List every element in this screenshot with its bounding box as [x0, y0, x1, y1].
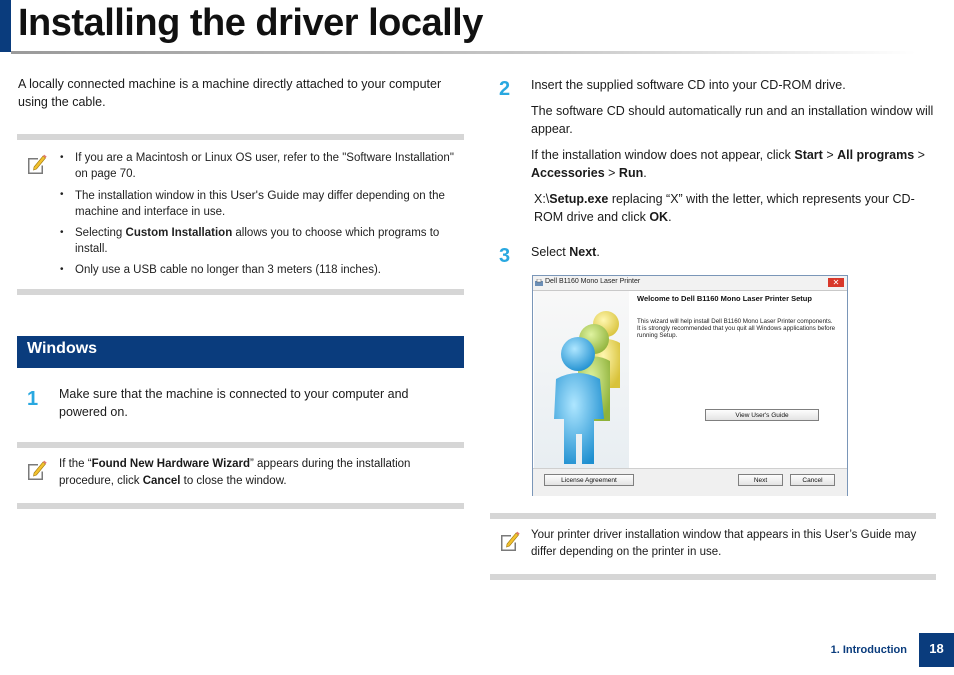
- footer-section-label: 1. Introduction: [830, 644, 907, 656]
- note-3-text: Your printer driver installation window that appears in this User’s Guide may differ depending on the printer in use.: [531, 529, 917, 558]
- note-1-list: [75, 150, 463, 283]
- section-title: Windows: [27, 340, 98, 357]
- note-1-item-window: • The installation window in this User's Guide may differ depending on the machine and interface in use.: [75, 187, 463, 220]
- note-box-3: [490, 513, 936, 580]
- people-figure-icon: [534, 291, 629, 468]
- next-button[interactable]: Next: [738, 474, 783, 486]
- license-agreement-button[interactable]: License Agreement: [544, 474, 634, 486]
- page-title: Installing the driver locally: [18, 2, 483, 44]
- note-box-2: [17, 442, 464, 509]
- installer-window-screenshot: [532, 275, 848, 496]
- intro-paragraph: A locally connected machine is a machine directly attached to your computer using the cable.: [18, 77, 442, 109]
- installer-titlebar: [533, 276, 847, 291]
- step-2-line-3: If the installation window does not appear, click Start > All programs > Accessories > Run.: [531, 148, 925, 180]
- step-2-line-2: The software CD should automatically run and an installation window will appear.: [531, 104, 934, 136]
- pencil-note-icon: [498, 529, 520, 553]
- note-box-1: [17, 134, 464, 295]
- installer-body: This wizard will help install Dell B1160 Mono Laser Printer components. It is strongly recommended that you quit all Windows applications before running Setup.: [637, 318, 836, 339]
- pencil-note-icon: [25, 152, 47, 176]
- note-1-item-usb: • Only use a USB cable no longer than 3 meters (118 inches).: [75, 262, 463, 278]
- close-icon[interactable]: ✕: [828, 278, 844, 287]
- step-3-text: Select Next.: [531, 245, 600, 259]
- step-1-number: 1: [27, 388, 39, 410]
- pencil-note-icon: [25, 458, 47, 482]
- note-1-item-custom: • Selecting Custom Installation allows you to choose which programs to install.: [75, 225, 463, 257]
- step-2-number: 2: [499, 78, 511, 100]
- step-3-number: 3: [499, 245, 511, 267]
- step-1-text: Make sure that the machine is connected to your computer and powered on.: [59, 387, 409, 419]
- page-number: 18: [919, 633, 954, 667]
- cancel-button[interactable]: Cancel: [790, 474, 835, 486]
- note-2-text: If the “Found New Hardware Wizard” appears during the installation procedure, click Cancel to close the window.: [59, 458, 411, 487]
- section-header-windows: [17, 336, 464, 368]
- installer-heading: Welcome to Dell B1160 Mono Laser Printer Setup: [637, 294, 812, 303]
- users-guide-ref: User's Guide: [230, 188, 300, 202]
- step-2-line-1: Insert the supplied software CD into your CD-ROM drive.: [531, 78, 846, 92]
- view-users-guide-button[interactable]: View User's Guide: [705, 409, 819, 421]
- installer-window-title: Dell B1160 Mono Laser Printer: [545, 278, 641, 285]
- printer-app-icon: [535, 279, 543, 287]
- step-2-line-4: X:\Setup.exe replacing “X” with the letter, which represents your CD-ROM drive and click OK.: [534, 192, 915, 224]
- title-rule: [11, 51, 916, 54]
- note-1-item-mac: • If you are a Macintosh or Linux OS user, refer to the "Software Installation" on page 70.: [75, 150, 463, 182]
- installer-side-panel: [534, 291, 629, 468]
- title-accent-bar: [0, 0, 11, 52]
